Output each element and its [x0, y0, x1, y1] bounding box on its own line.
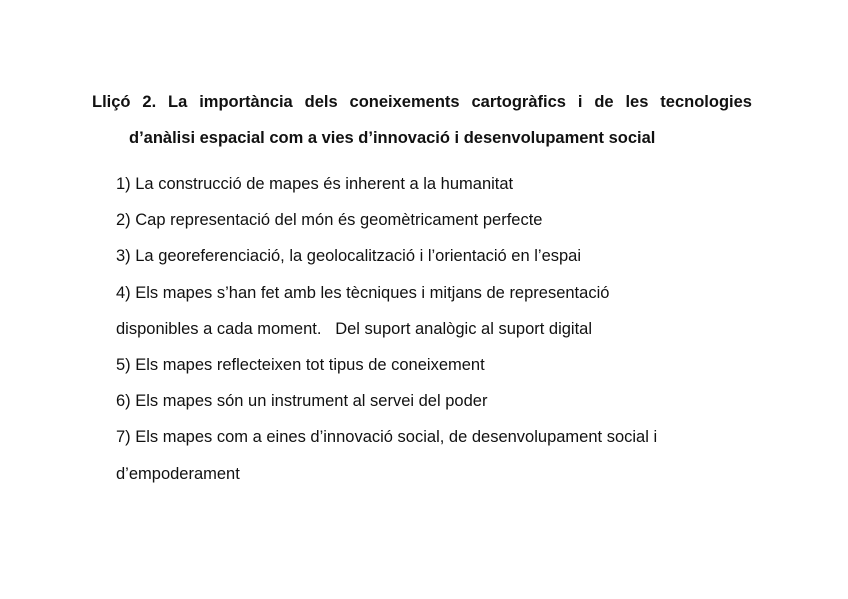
- list-item: 4) Els mapes s’han fet amb les tècniques i mitjans de representació: [116, 283, 610, 302]
- list-item: 6) Els mapes són un instrument al servei del poder: [116, 392, 488, 411]
- lesson-title-line-2: d’anàlisi espacial com a vies d’innovació i desenvolupament social: [129, 129, 656, 147]
- list-item: 1) La construcció de mapes és inherent a la humanitat: [116, 175, 514, 193]
- list-item: 2) Cap representació del món és geomètricament perfecte: [116, 211, 543, 230]
- lesson-title: [92, 84, 752, 156]
- list-item: 3) La georeferenciació, la geolocalització i l’orientació en l’espai: [116, 247, 582, 266]
- lesson-title-line-1: Lliçó 2. La importància dels coneixements cartogràfics i de les tecnologies: [92, 93, 752, 111]
- list-item-continuation: disponibles a cada moment. Del suport analògic al suport digital: [116, 319, 593, 338]
- lesson-points-list: [116, 166, 756, 492]
- list-item: 5) Els mapes reflecteixen tot tipus de coneixement: [116, 356, 485, 375]
- list-item: 7) Els mapes com a eines d’innovació social, de desenvolupament social i: [116, 428, 658, 447]
- list-item-continuation: d’empoderament: [116, 464, 240, 483]
